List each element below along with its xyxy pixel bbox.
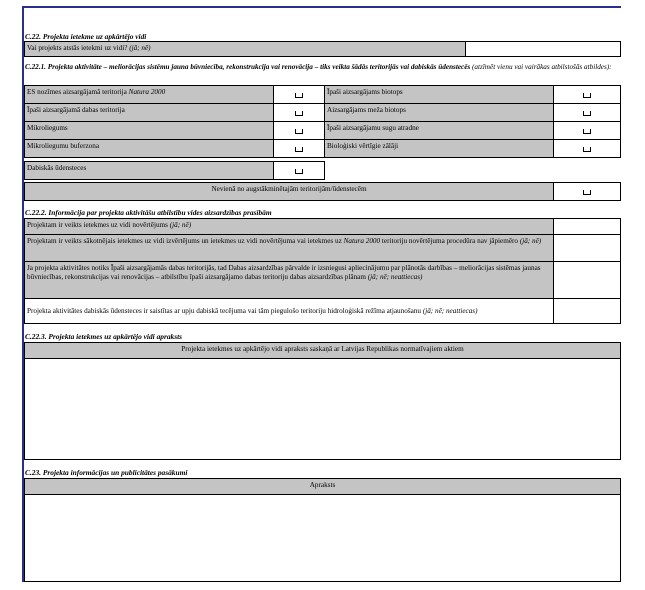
territory-watercourse-label: Dabiskās ūdensteces [24, 161, 274, 180]
territory-watercourse-checkbox[interactable] [273, 161, 325, 180]
territory-species-checkbox[interactable] [553, 121, 621, 140]
nature-agency-label: Ja projekta aktivitātes notiks Īpaši aizsargājamās dabas teritorijās, tad Dabas aizsardzības pārvalde ir izsniegusi apliecinājumu par plānotās darbības – meliorācijas sistēmas jaunas būvniecības, rekonstrukcijas vai renovācijas – atbilstību īpaši aizsargājamo dabas teritoriju dabas aizsardzības plānam (jā; nē; neattiecas) [24, 261, 554, 299]
effect-question: Vai projekts atstās ietekmi uz vidi? (jā; nē) [24, 41, 466, 57]
checkbox-icon [295, 111, 303, 116]
checkbox-icon [583, 190, 591, 195]
hydrology-label: Projekta aktivitātes dabiskās ūdensteces ir saistītas ar upju dabiskā tecējuma vai tām piegulošo teritoriju hidroloģiskā režīma atjaunošanu (jā; nē; neattiecas) [24, 298, 554, 324]
eia-done-label: Projektam ir veikts ietekmes uz vidi novērtējums (jā; nē) [24, 218, 554, 235]
territory-microreserve-label: Mikroliegums [24, 121, 274, 140]
territory-natura-checkbox[interactable] [273, 85, 325, 104]
checkbox-icon [295, 169, 303, 174]
checkbox-icon [583, 147, 591, 152]
section-c223-title: C.22.3. Projekta ietekmes uz apkārtējo vidi apraksts [25, 332, 183, 341]
territory-species-label: Īpaši aizsargājamu sugu atradne [324, 121, 554, 140]
eia-done-answer[interactable] [553, 218, 621, 235]
territory-grassland-checkbox[interactable] [553, 139, 621, 158]
territory-none-checkbox[interactable] [553, 182, 621, 201]
checkbox-icon [295, 129, 303, 134]
territory-microreserve-checkbox[interactable] [273, 121, 325, 140]
territory-buffer-label: Mikroliegumu buferzona [24, 139, 274, 158]
section-c221-title: C.22.1. Projekta aktivitāte – meliorācijas sistēmu jauna būvniecība, rekonstrukcija vai renovācija – tiks veikta šādās teritorijās vai dabiskās ūdenstecēs (atzīmēt vienu vai vairākas atbilstošās atbildes): [25, 63, 612, 71]
section-c22-title: C.22. Projekta ietekme uz apkārtējo vidi [25, 32, 147, 41]
initial-assessment-answer[interactable] [553, 234, 621, 262]
checkbox-icon [583, 111, 591, 116]
territory-biotope-checkbox[interactable] [553, 85, 621, 104]
territory-forest-checkbox[interactable] [553, 103, 621, 122]
territory-none-label: Nevienā no augstākminētajām teritorijām/ūdenstecēm [24, 182, 554, 201]
territory-protected-checkbox[interactable] [273, 103, 325, 122]
territory-protected-label: Īpaši aizsargājamā dabas teritorija [24, 103, 274, 122]
checkbox-icon [583, 129, 591, 134]
territory-biotope-label: Īpaši aizsargājams biotops [324, 85, 554, 104]
nature-agency-answer[interactable] [553, 261, 621, 299]
publicity-description-textarea[interactable] [24, 494, 621, 582]
initial-assessment-label: Projektam ir veikts sākotnējais ietekmes uz vidi izvērtējums un ietekmes uz vidi novērtējuma vai ietekmes uz Natura 2000 teritoriju novērtējuma procedūra nav jāpiemēro (jā; nē) [24, 234, 554, 262]
hydrology-answer[interactable] [553, 298, 621, 324]
territory-natura-label: ES nozīmes aizsargājamā teritorija Natura 2000 [24, 85, 274, 104]
territory-buffer-checkbox[interactable] [273, 139, 325, 158]
publicity-description-header: Apraksts [24, 478, 621, 495]
impact-description-header: Projekta ietekmes uz apkārtējo vidi apraksts saskaņā ar Latvijas Republikas normatīvajiem aktiem [24, 342, 621, 359]
impact-description-textarea[interactable] [24, 358, 621, 460]
checkbox-icon [583, 93, 591, 98]
effect-answer-field[interactable] [465, 41, 621, 57]
section-c23-title: C.23. Projekta informācijas un publicitātes pasākumi [25, 468, 188, 477]
checkbox-icon [295, 147, 303, 152]
section-c222-title: C.22.2. Informācija par projekta aktivitāšu atbilstību vides aizsardzības prasībām [25, 208, 272, 217]
checkbox-icon [295, 93, 303, 98]
territory-forest-label: Aizsargājams meža biotops [324, 103, 554, 122]
territory-grassland-label: Bioloģiski vērtīgie zālāji [324, 139, 554, 158]
